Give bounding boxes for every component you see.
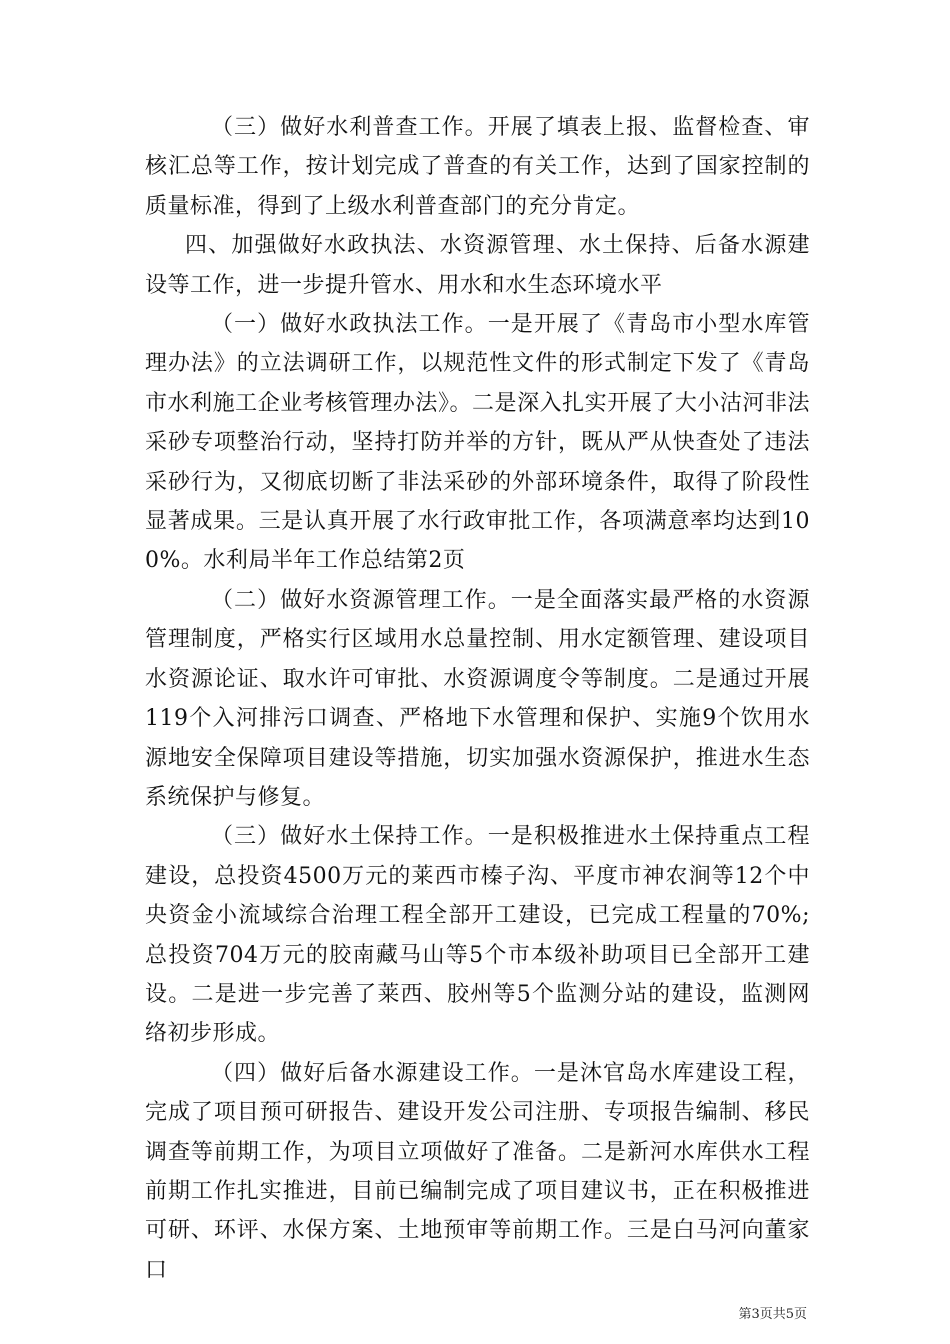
document-body [145,108,810,1290]
section-heading-four: 四、加强做好水政执法、水资源管理、水土保持、后备水源建设等工作，进一步提升管水、用水和水生态环境水平 [145,233,810,298]
paragraph-water-resources: （二）做好水资源管理工作。一是全面落实最严格的水资源管理制度，严格实行区域用水总量控制、用水定额管理、建设项目水资源论证、取水许可审批、水资源调度令等制度。二是通过开展119个入河排污口调查、严格地下水管理和保护、实施9个饮用水源地安全保障项目建设等措施，切实加强水资源保护，推进水生态系统保护与修复。 [145,587,810,810]
paragraph-law-enforcement: （一）做好水政执法工作。一是开展了《青岛市小型水库管理办法》的立法调研工作，以规范性文件的形式制定下发了《青岛市水利施工企业考核管理办法》。二是深入扎实开展了大小沽河非法采砂专项整治行动，坚持打防并举的方针，既从严从快查处了违法采砂行为，又彻底切断了非法采砂的外部环境条件，取得了阶段性显著成果。三是认真开展了水行政审批工作，各项满意率均达到100%。水利局半年工作总结第2页 [145,312,810,574]
paragraph-water-census: （三）做好水利普查工作。开展了填表上报、监督检查、审核汇总等工作，按计划完成了普查的有关工作，达到了国家控制的质量标准，得到了上级水利普查部门的充分肯定。 [145,115,810,219]
page-number-footer: 第3页共5页 [738,1307,807,1322]
paragraph-soil-conservation: （三）做好水土保持工作。一是积极推进水土保持重点工程建设，总投资4500万元的莱西市榛子沟、平度市神农涧等12个中央资金小流域综合治理工程全部开工建设，已完成工程量的70%;总投资704万元的胶南藏马山等5个市本级补助项目已全部开工建设。二是进一步完善了莱西、胶州等5个监测分站的建设，监测网络初步形成。 [145,824,810,1047]
paragraph-backup-water-source: （四）做好后备水源建设工作。一是沐官岛水库建设工程，完成了项目预可研报告、建设开发公司注册、专项报告编制、移民调查等前期工作，为项目立项做好了准备。二是新河水库供水工程前期工作扎实推进，目前已编制完成了项目建议书，正在积极推进可研、环评、水保方案、土地预审等前期工作。三是白马河向董家口 [145,1060,810,1283]
